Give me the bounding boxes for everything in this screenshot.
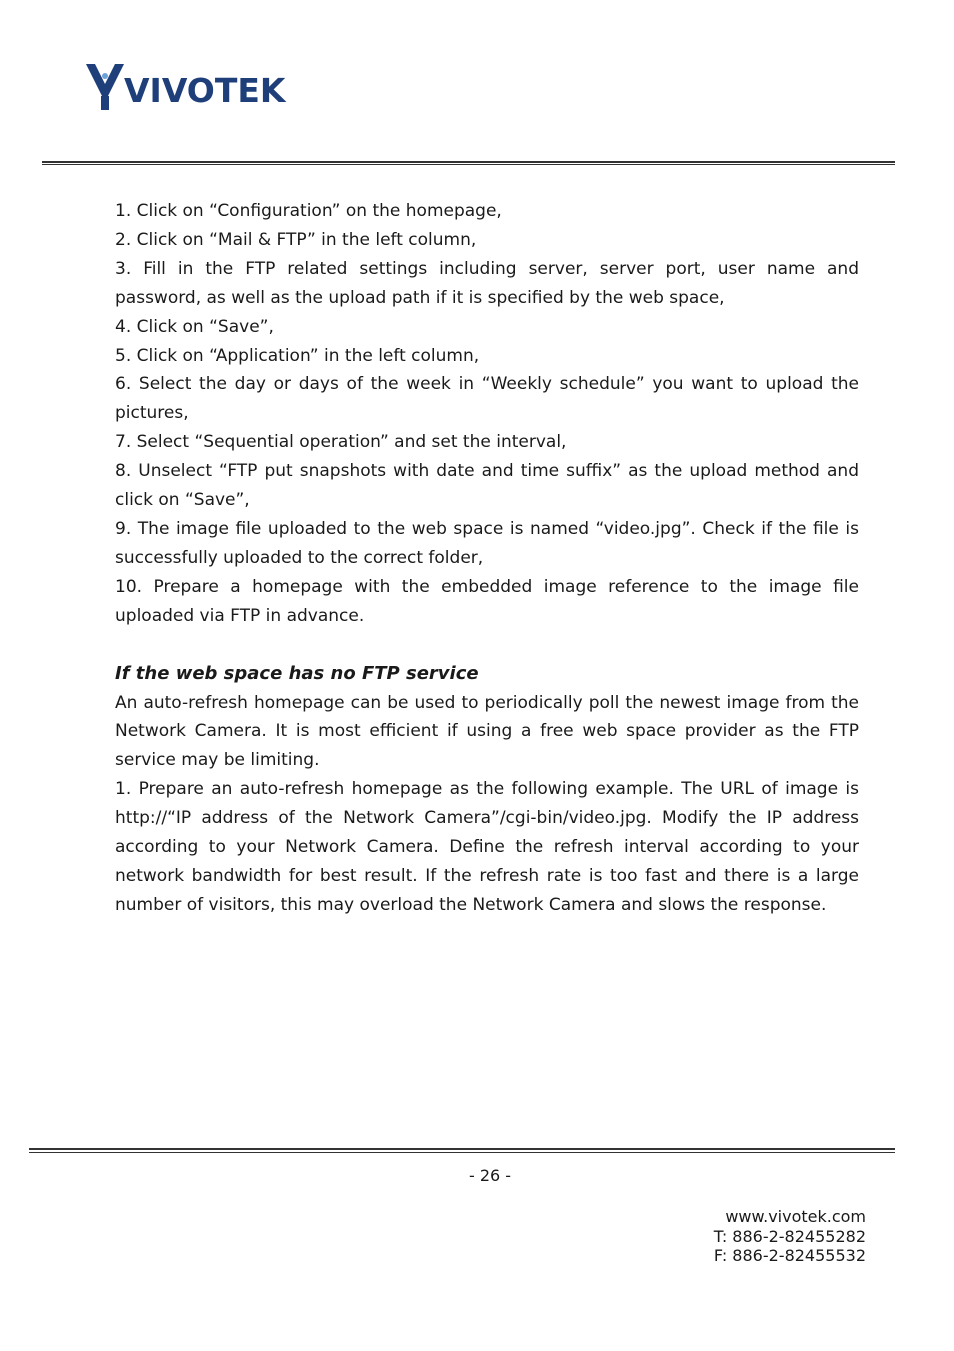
phone-text: T: 886-2-82455282 xyxy=(713,1226,866,1246)
ftp-step: 7. Select “Sequential operation” and set the interval, xyxy=(115,432,567,453)
contact-info xyxy=(714,1207,866,1266)
ftp-step: 9. The image file uploaded to the web space is named “video.jpg”. Check if the file is successfully uploaded to the correct folder, xyxy=(115,518,859,568)
ftp-step: 8. Unselect “FTP put snapshots with date and time suffix” as the upload method and click on “Save”, xyxy=(115,461,859,511)
ftp-step: 4. Click on “Save”, xyxy=(115,316,274,337)
footer-rule xyxy=(29,1148,895,1153)
section-spacer xyxy=(115,631,859,660)
fax-text: F: 886-2-82455532 xyxy=(713,1246,866,1265)
section-heading: If the web space has no FTP service xyxy=(115,662,479,684)
ftp-step: 3. Fill in the FTP related settings including server, server port, user name and password, as well as the upload path if it is specified by the web space, xyxy=(115,258,859,308)
section-step: 1. Prepare an auto-refresh homepage as the following example. The URL of image is http://“IP address of the Network Camera”/cgi-bin/video.jpg. Modify the IP address according to your Network Camera. Define the refresh interval according to your network bandwidth for best result. If the refresh rate is too fast and there is a large number of visitors, this may overload the Network Camera and slows the response. xyxy=(115,779,859,915)
ftp-step: 5. Click on “Application” in the left column, xyxy=(115,345,480,366)
header-rule xyxy=(42,161,895,165)
ftp-step: 10. Prepare a homepage with the embedded image reference to the image file uploaded via FTP in advance. xyxy=(115,576,859,626)
vivotek-logo-icon xyxy=(86,62,126,112)
ftp-step: 6. Select the day or days of the week in “Weekly schedule” you want to upload the pictures, xyxy=(115,374,859,424)
section-intro: An auto-refresh homepage can be used to periodically poll the newest image from the Network Camera. It is most efficient if using a free web space provider as the FTP service may be limiting. xyxy=(115,692,859,771)
ftp-step: 1. Click on “Configuration” on the homepage, xyxy=(115,201,502,221)
website-text: www.vivotek.com xyxy=(725,1207,866,1226)
vivotek-logo xyxy=(86,62,296,114)
ftp-step: 2. Click on “Mail & FTP” in the left column, xyxy=(115,229,477,250)
logo-wordmark: VIVOTEK xyxy=(124,71,286,110)
page-number: - 26 - xyxy=(468,1166,512,1185)
page-content xyxy=(115,197,859,920)
